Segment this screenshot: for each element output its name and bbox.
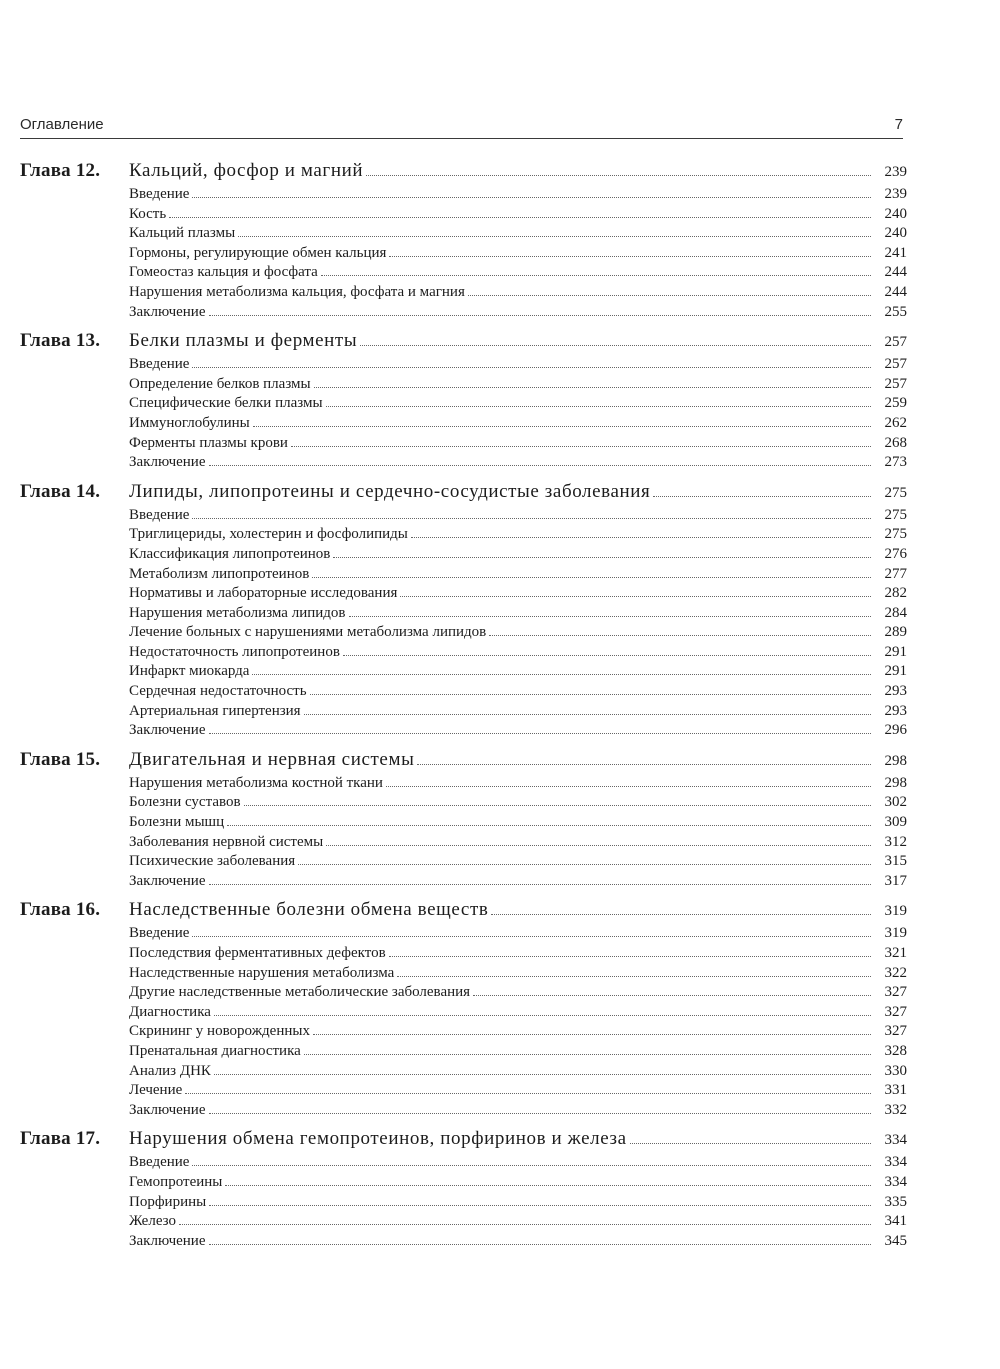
toc-entry-title: Другие наследственные метаболические заболевания [129,984,471,1001]
toc-entry [20,225,907,245]
toc-entry-page-number: 327 [884,1023,907,1040]
toc-entry [20,984,907,1004]
toc-entry-title: Нарушения метаболизма кальция, фосфата и магния [129,283,465,300]
toc-entry-page-number: 317 [884,872,907,889]
toc-entry-page-number: 275 [884,506,907,523]
toc-entry [20,186,907,206]
toc-entry-title: Психические заболевания [129,853,296,870]
chapter-page-number: 319 [884,903,907,920]
dot-leader [389,256,871,257]
toc-entry [20,814,907,834]
dot-leader [179,1224,871,1225]
toc-entry [20,284,907,304]
toc-entry [20,644,907,664]
toc-entry [20,1023,907,1043]
dot-leader [214,1015,871,1016]
dot-leader [192,1165,871,1166]
chapter-number: Глава 14. [20,480,101,502]
toc-entry-title: Сердечная недостаточность [129,683,307,700]
toc-entry-title: Анализ ДНК [129,1062,211,1079]
toc-entry-page-number: 282 [884,585,907,602]
dot-leader [386,786,871,787]
toc-entry-title: Артериальная гипертензия [129,702,301,719]
toc-entry-page-number: 341 [884,1213,907,1230]
toc-entry [20,722,907,742]
toc-entry [20,925,907,945]
dot-leader [326,406,871,407]
dot-leader [192,518,871,519]
toc-entry-page-number: 244 [884,283,907,300]
toc-entry [20,663,907,683]
toc-entry-title: Заключение [129,1232,206,1249]
dot-leader [209,884,872,885]
toc-entry-title: Заключение [129,454,206,471]
toc-entry-title: Лечение больных с нарушениями метаболизма липидов [129,624,487,641]
dot-leader [291,446,871,447]
toc-entry [20,1154,907,1174]
toc-entry [20,1233,907,1253]
dot-leader [310,694,871,695]
dot-leader [227,825,871,826]
toc-entry-page-number: 289 [884,624,907,641]
toc-entry-page-number: 257 [884,375,907,392]
toc-entry-title: Последствия ферментативных дефектов [129,945,386,961]
toc-entry-page-number: 268 [884,434,907,451]
toc-entry-page-number: 319 [884,925,907,942]
toc-entry-title: Гемопротеины [129,1173,223,1190]
chapter-heading-row [20,160,907,186]
chapter-block [20,749,907,893]
toc-entry [20,873,907,893]
chapter-number: Глава 17. [20,1128,101,1150]
toc-entry-title: Классификация липопротеинов [129,545,331,562]
toc-entry-page-number: 241 [884,244,907,261]
dot-leader [389,956,871,957]
dot-leader [491,914,871,915]
dot-leader [209,1244,872,1245]
toc-entry [20,435,907,455]
toc-entry-page-number: 240 [884,225,907,242]
toc-entry-title: Нарушения метаболизма костной ткани [129,774,383,791]
toc-entry-title: Заключение [129,303,206,320]
toc-entry-page-number: 244 [884,264,907,281]
dot-leader [630,1143,871,1144]
chapter-number: Глава 12. [20,160,101,181]
dot-leader [366,175,871,176]
toc-entry-title: Недостаточность липопротеинов [129,643,340,660]
toc-entry-page-number: 331 [884,1082,907,1099]
toc-entry-title: Пренатальная диагностика [129,1042,301,1059]
toc-entry-title: Ферменты плазмы крови [129,434,288,451]
dot-leader [349,616,872,617]
dot-leader [304,1054,871,1055]
toc-entry [20,965,907,985]
toc-entry [20,1102,907,1122]
dot-leader [244,805,871,806]
dot-leader [489,635,871,636]
toc-entry-page-number: 275 [884,526,907,543]
toc-entry [20,206,907,226]
toc-entry [20,834,907,854]
dot-leader [411,537,871,538]
toc-entry [20,703,907,723]
toc-entry-title: Нормативы и лабораторные исследования [129,585,398,602]
dot-leader [252,674,871,675]
dot-leader [321,275,871,276]
dot-leader [343,655,871,656]
toc-entry-page-number: 273 [884,454,907,471]
chapter-number: Глава 16. [20,899,101,921]
toc-entry [20,794,907,814]
toc-entry-page-number: 293 [884,683,907,700]
toc-entry-title: Метаболизм липопротеинов [129,565,310,582]
toc-entry-title: Специфические белки плазмы [129,395,323,412]
toc-entry-title: Заключение [129,872,206,889]
toc-entry-page-number: 259 [884,395,907,412]
dot-leader [333,557,871,558]
chapter-heading-row [20,899,907,925]
toc-entry-title: Определение белков плазмы [129,375,311,392]
dot-leader [209,1205,871,1206]
toc-entry-page-number: 315 [884,853,907,870]
chapter-heading-row [20,749,907,775]
chapter-block [20,160,907,323]
dot-leader [468,295,871,296]
toc-entry [20,605,907,625]
dot-leader [326,845,871,846]
toc-entry-page-number: 257 [884,356,907,373]
toc-entry-page-number: 291 [884,663,907,680]
chapter-block [20,330,907,474]
toc-entry-title: Введение [129,925,190,942]
dot-leader [298,864,871,865]
toc-entry-page-number: 240 [884,205,907,222]
toc-entry [20,264,907,284]
toc-entry-page-number: 334 [884,1173,907,1190]
dot-leader [400,596,871,597]
dot-leader [225,1185,871,1186]
toc-entry [20,1194,907,1214]
dot-leader [169,217,871,218]
toc-entry [20,304,907,324]
dot-leader [397,976,871,977]
dot-leader [209,315,872,316]
chapter-title: Кальций, фосфор и магний [129,160,364,181]
chapter-number: Глава 13. [20,330,101,352]
chapter-block [20,899,907,1121]
toc-entry [20,585,907,605]
toc-entry-page-number: 327 [884,1003,907,1020]
toc-entry-page-number: 291 [884,643,907,660]
toc-entry-page-number: 284 [884,604,907,621]
toc-entry [20,853,907,873]
toc-entry-title: Гормоны, регулирующие обмен кальция [129,244,387,261]
toc-entry-page-number: 327 [884,984,907,1001]
toc-entry [20,454,907,474]
toc-entry-title: Кость [129,205,167,222]
toc-entry-page-number: 330 [884,1062,907,1079]
running-head-page-number: 7 [894,116,903,133]
toc-entry-page-number: 345 [884,1232,907,1249]
toc-entry-page-number: 298 [884,774,907,791]
toc-entry [20,1043,907,1063]
chapter-title: Наследственные болезни обмена веществ [129,899,489,921]
chapter-heading-row [20,330,907,356]
dot-leader [653,496,871,497]
toc-entry-title: Железо [129,1213,176,1230]
toc-entry-title: Болезни суставов [129,794,241,811]
chapter-title: Белки плазмы и ферменты [129,330,358,352]
toc-entry-page-number: 309 [884,814,907,831]
toc-entry-title: Нарушения метаболизма липидов [129,604,346,621]
toc-entry [20,1082,907,1102]
toc-entry-title: Кальций плазмы [129,225,236,242]
toc-entry-title: Заключение [129,1101,206,1118]
dot-leader [209,465,872,466]
dot-leader [192,936,871,937]
chapter-title: Двигательная и нервная системы [129,748,415,770]
chapter-block [20,1128,907,1252]
toc-entry-page-number: 239 [884,186,907,202]
toc-entry-page-number: 332 [884,1101,907,1118]
toc-entry [20,526,907,546]
dot-leader [214,1074,871,1075]
toc-entry [20,376,907,396]
toc-entry-title: Введение [129,356,190,373]
toc-entry [20,1063,907,1083]
toc-entry-title: Введение [129,506,190,523]
toc-entry-page-number: 293 [884,702,907,719]
chapter-page-number: 298 [884,752,907,769]
toc-entry [20,683,907,703]
toc-entry-title: Диагностика [129,1003,211,1020]
toc-entry [20,1174,907,1194]
toc-entry-title: Порфирины [129,1193,207,1210]
toc-entry-page-number: 262 [884,414,907,431]
chapter-title: Нарушения обмена гемопротеинов, порфиринов и железа [129,1128,627,1150]
dot-leader [304,714,871,715]
dot-leader [314,387,871,388]
toc-entry [20,1004,907,1024]
toc-entry-title: Иммуноглобулины [129,414,250,431]
toc-entry [20,415,907,435]
dot-leader [192,367,871,368]
toc-entry [20,395,907,415]
toc-entry-title: Лечение [129,1082,183,1099]
chapter-heading-row [20,1128,907,1154]
dot-leader [209,733,872,734]
dot-leader [312,577,871,578]
toc-entry-title: Скрининг у новорожденных [129,1023,310,1040]
toc-entry [20,775,907,795]
toc-entry-page-number: 302 [884,794,907,811]
chapter-page-number: 275 [884,484,907,501]
dot-leader [185,1093,871,1094]
toc-entry [20,507,907,527]
toc-entry-title: Гомеостаз кальция и фосфата [129,264,318,281]
toc-entry-page-number: 335 [884,1193,907,1210]
toc-entry-title: Болезни мышц [129,814,225,831]
dot-leader [238,236,871,237]
toc-entry [20,624,907,644]
toc-entry-page-number: 255 [884,303,907,320]
dot-leader [192,197,871,198]
toc-entry [20,1213,907,1233]
toc-entry-page-number: 328 [884,1042,907,1059]
chapter-heading-row [20,481,907,507]
toc-entry [20,546,907,566]
toc-entry-page-number: 277 [884,565,907,582]
toc-entry-page-number: 312 [884,833,907,850]
dot-leader [313,1034,871,1035]
dot-leader [473,995,871,996]
dot-leader [360,345,871,346]
toc-entry [20,356,907,376]
chapter-page-number: 239 [884,164,907,180]
toc-entry-title: Инфаркт миокарда [129,663,250,680]
dot-leader [209,1113,872,1114]
running-head-title: Оглавление [20,116,104,133]
toc-entry-title: Триглицериды, холестерин и фосфолипиды [129,526,408,543]
chapter-block [20,481,907,742]
table-of-contents [20,160,907,1259]
toc-entry-title: Заключение [129,722,206,739]
toc-entry-page-number: 321 [884,945,907,961]
chapter-number: Глава 15. [20,748,101,770]
chapter-title: Липиды, липопротеины и сердечно-сосудистые заболевания [129,480,651,502]
toc-entry [20,945,907,965]
toc-entry-title: Наследственные нарушения метаболизма [129,964,395,981]
toc-entry-title: Заболевания нервной системы [129,833,324,850]
dot-leader [253,426,871,427]
toc-entry-page-number: 296 [884,722,907,739]
toc-entry [20,566,907,586]
toc-entry-page-number: 322 [884,964,907,981]
chapter-page-number: 257 [884,334,907,351]
running-head [20,116,903,139]
toc-entry-page-number: 334 [884,1154,907,1171]
toc-entry-title: Введение [129,186,190,202]
dot-leader [417,764,871,765]
toc-entry-page-number: 276 [884,545,907,562]
chapter-page-number: 334 [884,1132,907,1149]
toc-entry [20,245,907,265]
toc-entry-title: Введение [129,1154,190,1171]
